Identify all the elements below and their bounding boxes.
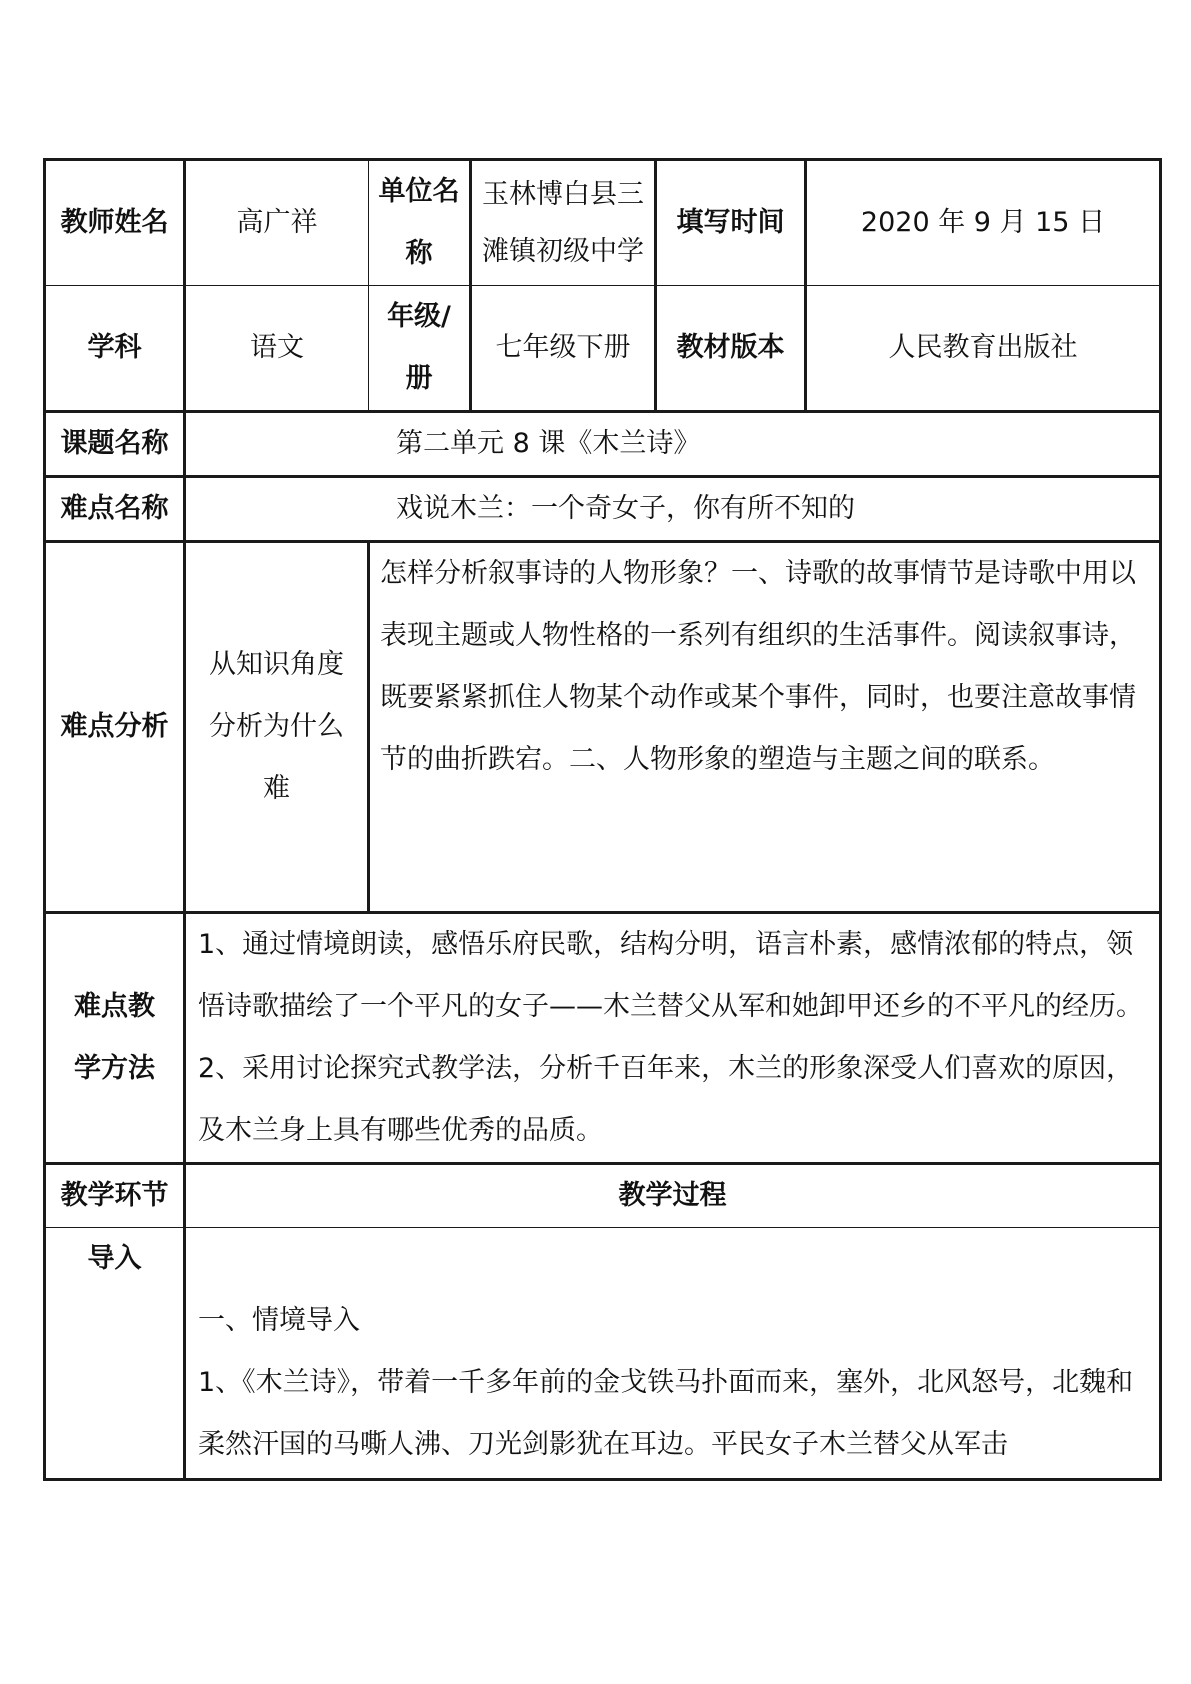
process-label: 教学过程 [185, 1164, 1161, 1228]
process-header-row [45, 1164, 1161, 1228]
grade-label: 年级/册 [369, 286, 471, 412]
analysis-row [45, 542, 1161, 913]
intro-content [185, 1228, 1161, 1480]
difficulty-label: 难点名称 [45, 477, 185, 542]
edition-label: 教材版本 [656, 286, 806, 412]
header-row-2 [45, 286, 1161, 412]
intro-heading: 一、情境导入 [198, 1305, 360, 1336]
unit-name-value: 玉林博白县三滩镇初级中学 [471, 160, 656, 286]
fill-date-value: 2020 年 9 月 15 日 [806, 160, 1161, 286]
subject-value: 语文 [185, 286, 369, 412]
topic-label: 课题名称 [45, 412, 185, 477]
lesson-plan-table [43, 158, 1162, 1481]
topic-value: 第二单元 8 课《木兰诗》 [185, 412, 1161, 477]
unit-name-label: 单位名称 [369, 160, 471, 286]
analysis-sublabel: 从知识角度分析为什么难 [185, 542, 369, 913]
header-row-1 [45, 160, 1161, 286]
method-row [45, 913, 1161, 1164]
fill-date-label: 填写时间 [656, 160, 806, 286]
difficulty-row [45, 477, 1161, 542]
difficulty-value: 戏说木兰：一个奇女子，你有所不知的 [185, 477, 1161, 542]
topic-row [45, 412, 1161, 477]
method-text: 1、通过情境朗读，感悟乐府民歌，结构分明，语言朴素，感情浓郁的特点，领悟诗歌描绘了一个平凡的女子——木兰替父从军和她卸甲还乡的不平凡的经历。2、采用讨论探究式教学法，分析千百年来，木兰的形象深受人们喜欢的原因，及木兰身上具有哪些优秀的品质。 [185, 913, 1161, 1164]
analysis-text: 怎样分析叙事诗的人物形象？一、诗歌的故事情节是诗歌中用以表现主题或人物性格的一系列有组织的生活事件。阅读叙事诗，既要紧紧抓住人物某个动作或某个事件，同时，也要注意故事情节的曲折跌宕。二、人物形象的塑造与主题之间的联系。 [369, 542, 1161, 913]
analysis-label: 难点分析 [45, 542, 185, 913]
edition-value: 人民教育出版社 [806, 286, 1161, 412]
intro-row [45, 1228, 1161, 1480]
subject-label: 学科 [45, 286, 185, 412]
intro-text: 1、《木兰诗》，带着一千多年前的金戈铁马扑面而来，塞外，北风怒号，北魏和柔然汗国的马嘶人沸、刀光剑影犹在耳边。平民女子木兰替父从军击 [198, 1367, 1134, 1460]
stage-label: 教学环节 [45, 1164, 185, 1228]
teacher-name-value: 高广祥 [185, 160, 369, 286]
method-label: 难点教学方法 [45, 913, 185, 1164]
grade-value: 七年级下册 [471, 286, 656, 412]
intro-label: 导入 [45, 1228, 185, 1480]
teacher-name-label: 教师姓名 [45, 160, 185, 286]
